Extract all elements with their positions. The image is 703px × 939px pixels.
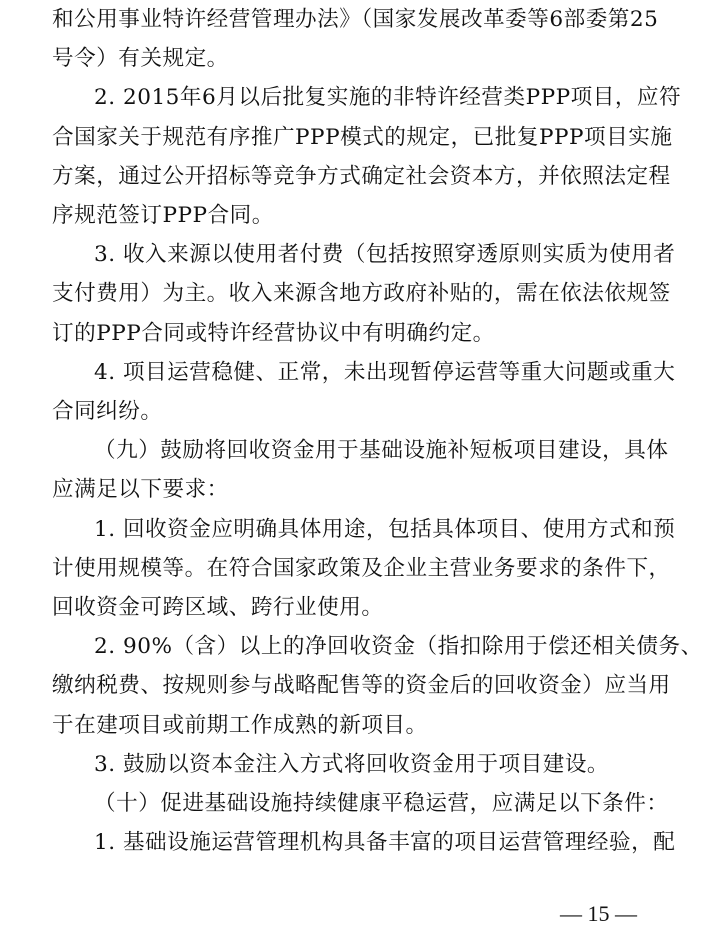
text-line: 方案，通过公开招标等竞争方式确定社会资本方，并依照法定程: [52, 164, 671, 189]
text-line: 号令）有关规定。: [52, 46, 229, 71]
text-line: 应满足以下要求：: [52, 477, 229, 502]
text-line: 2. 2015年6月以后批复实施的非特许经营类PPP项目，应符: [94, 85, 682, 110]
text-line: 订的PPP合同或特许经营协议中有明确约定。: [52, 321, 495, 346]
text-line: 支付费用）为主。收入来源含地方政府补贴的，需在依法依规签: [52, 281, 671, 306]
text-line: 序规范签订PPP合同。: [52, 203, 274, 228]
text-line: 2. 90%（含）以上的净回收资金（指扣除用于偿还相关债务、: [94, 634, 703, 659]
text-line: 合国家关于规范有序推广PPP模式的规定，已批复PPP项目实施: [52, 125, 673, 150]
text-line: 于在建项目或前期工作成熟的新项目。: [52, 713, 428, 738]
text-line: 缴纳税费、按规则参与战略配售等的资金后的回收资金）应当用: [52, 673, 671, 698]
text-line: 1. 回收资金应明确具体用途，包括具体项目、使用方式和预: [94, 517, 676, 542]
text-line: （十）促进基础设施持续健康平稳运营，应满足以下条件：: [94, 791, 669, 816]
text-line: 合同纠纷。: [52, 399, 163, 424]
text-line: 4. 项目运营稳健、正常，未出现暂停运营等重大问题或重大: [94, 360, 676, 385]
text-line: 3. 收入来源以使用者付费（包括按照穿透原则实质为使用者: [94, 242, 676, 267]
text-line: 3. 鼓励以资本金注入方式将回收资金用于项目建设。: [94, 752, 610, 777]
text-line: （九）鼓励将回收资金用于基础设施补短板项目建设，具体: [94, 438, 669, 463]
text-line: 和公用事业特许经营管理办法》（国家发展改革委等6部委第25: [52, 7, 659, 32]
page-number: — 15 —: [560, 901, 637, 926]
text-line: 1. 基础设施运营管理机构具备丰富的项目运营管理经验，配: [94, 830, 676, 855]
text-line: 回收资金可跨区域、跨行业使用。: [52, 595, 384, 620]
text-line: 计使用规模等。在符合国家政策及企业主营业务要求的条件下，: [52, 556, 671, 581]
